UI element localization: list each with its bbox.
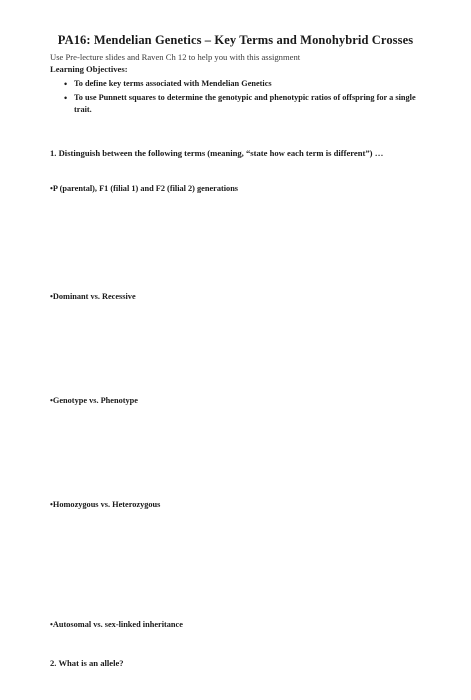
term-genotype-phenotype: •Genotype vs. Phenotype — [50, 396, 138, 405]
learning-objectives-heading: Learning Objectives: — [50, 64, 128, 74]
worksheet-title: PA16: Mendelian Genetics – Key Terms and Monohybrid Crosses — [57, 33, 414, 47]
term-autosomal-sex-linked: •Autosomal vs. sex-linked inheritance — [50, 620, 183, 629]
bullet-icon: • — [64, 79, 68, 89]
question-2: 2. What is an allele? — [50, 658, 124, 668]
instructions-text: Use Pre-lecture slides and Raven Ch 12 to help you with this assignment — [50, 52, 301, 62]
objective-item — [64, 92, 424, 116]
bullet-icon: • — [64, 93, 68, 103]
objective-text: To use Punnett squares to determine the genotypic and phenotypic ratios of offspring for a single trait. — [74, 93, 416, 114]
question-1: 1. Distinguish between the following terms (meaning, “state how each term is different”) … — [50, 148, 384, 158]
objective-item — [64, 78, 424, 90]
term-homozygous-heterozygous: •Homozygous vs. Heterozygous — [50, 500, 161, 509]
term-generations: •P (parental), F1 (filial 1) and F2 (filial 2) generations — [50, 184, 239, 193]
term-dominant-recessive: •Dominant vs. Recessive — [50, 292, 136, 301]
objective-text: To define key terms associated with Mendelian Genetics — [74, 79, 272, 88]
learning-objectives-list — [64, 78, 424, 118]
